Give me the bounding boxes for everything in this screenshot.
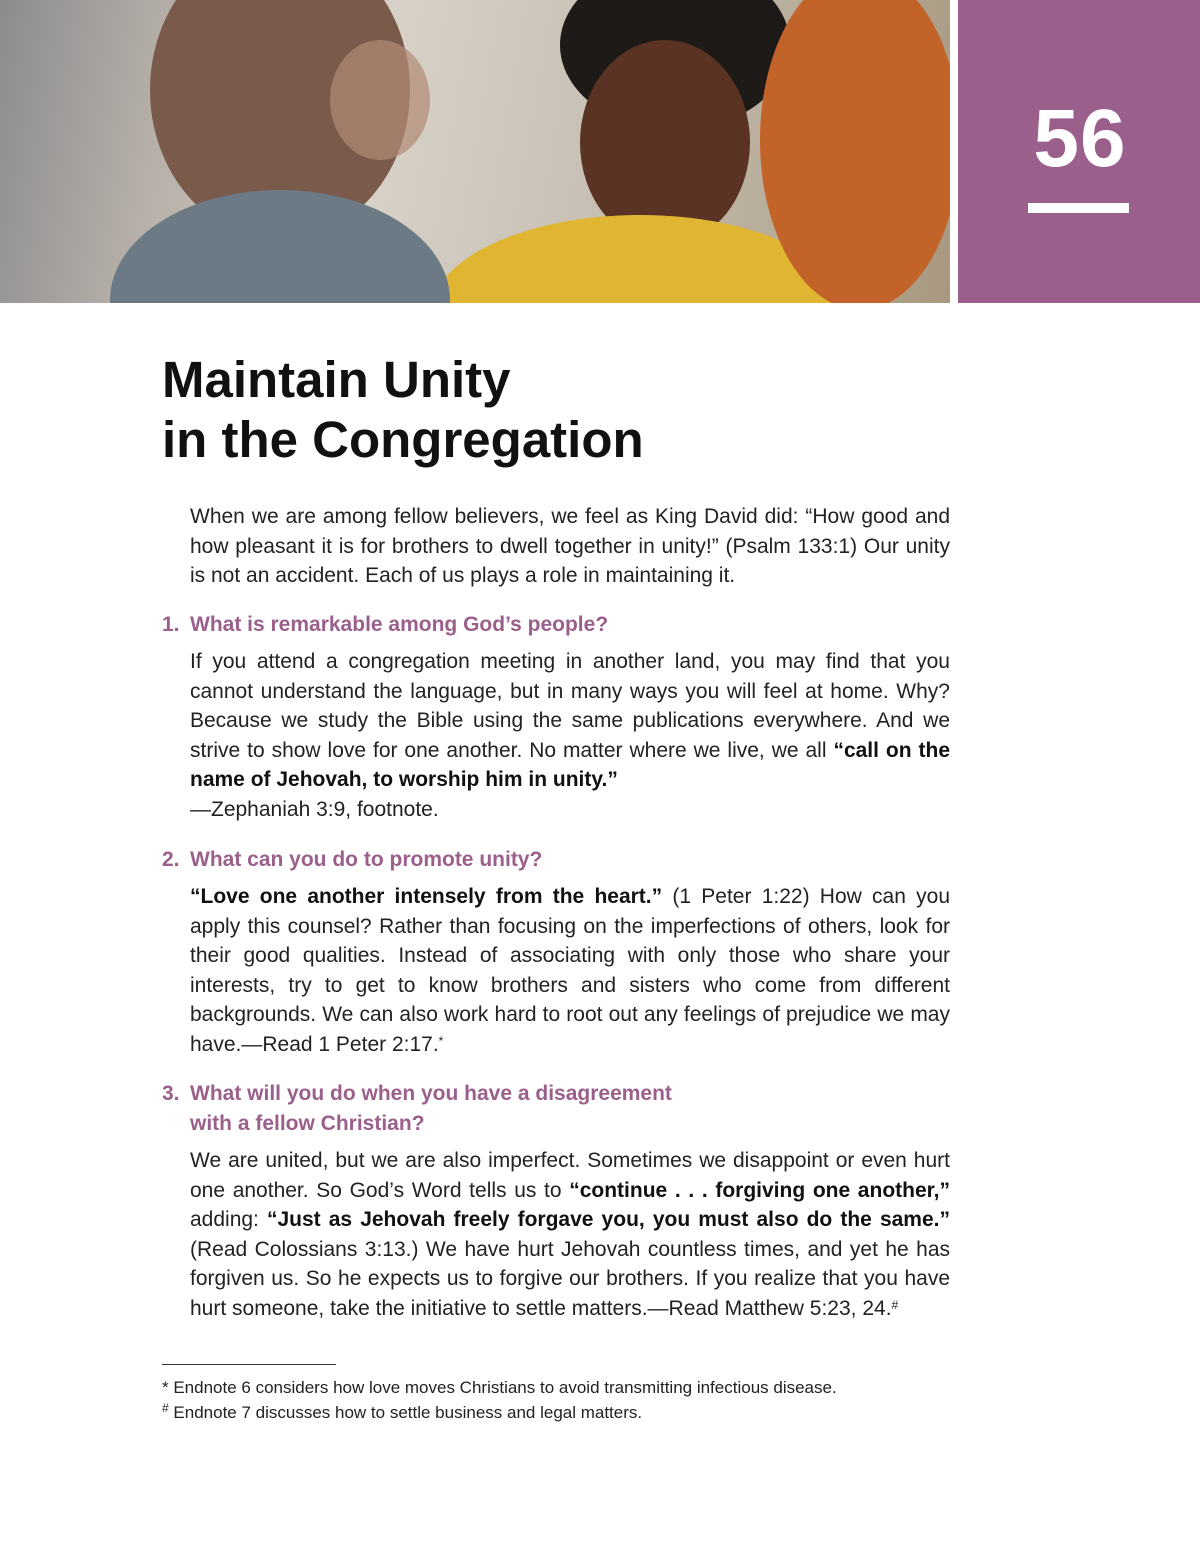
- lesson-number: 56: [1033, 93, 1127, 184]
- section-2-quote: “Love one another intensely from the heart.”: [190, 885, 663, 908]
- footnote-mark-asterisk: *: [438, 1033, 444, 1048]
- question-1-heading: [162, 610, 608, 640]
- section-3-text-c: (Read Colossians 3:13.) We have hurt Jehovah countless times, and yet he has forgiven us. So he expects us to forgive our brothers. If you realize that you have hurt someone, take the initiative to settle matters.—Read Matthew 5:23, 24.: [190, 1237, 950, 1320]
- section-3-text-a: We are united, but we are also imperfect. Sometimes we disappoint or even hurt one another. So God’s Word tells us to: [190, 1149, 950, 1202]
- page-title: [162, 350, 644, 470]
- question-3-number: 3.: [162, 1082, 180, 1105]
- photo-friend-shirt-shape: [110, 190, 450, 303]
- photo-background-face-shape: [330, 40, 430, 160]
- section-3-quote-b: “Just as Jehovah freely forgave you, you must also do the same.”: [266, 1208, 950, 1231]
- section-3-quote-a: “continue . . . forgiving one another,”: [569, 1178, 950, 1202]
- question-1-text: What is remarkable among God’s people?: [190, 613, 609, 636]
- question-3-text-line-2: with a fellow Christian?: [190, 1112, 425, 1135]
- intro-paragraph: When we are among fellow believers, we feel as King David did: “How good and how pleasant it is for brothers to dwell together in unity!” (Psalm 133:1) Our unity is not an accident. Each of us plays a role in maintaining it.: [190, 505, 950, 587]
- question-3-text-line-1: What will you do when you have a disagreement: [190, 1082, 672, 1105]
- photo-face-shape: [580, 40, 750, 245]
- title-line-2: in the Congregation: [162, 411, 644, 468]
- lesson-number-underline: [1028, 203, 1129, 213]
- header-photo: [0, 0, 950, 303]
- question-2-text: What can you do to promote unity?: [190, 848, 543, 871]
- photo-background-person-shape: [760, 0, 950, 303]
- section-1-quote: “call on the name of Jehovah, to worship him in unity.”: [190, 738, 950, 791]
- footnote-1-text: Endnote 6 considers how love moves Christians to avoid transmitting infectious disease.: [168, 1378, 837, 1397]
- section-2-paragraph: [190, 882, 950, 1059]
- footnote-1-mark: *: [162, 1378, 169, 1397]
- section-1-reference: —Zephaniah 3:9, footnote.: [190, 797, 439, 821]
- footnote-divider: [162, 1364, 336, 1365]
- footnote-mark-hash: #: [891, 1297, 899, 1312]
- section-3-text-b: adding:: [190, 1208, 267, 1231]
- question-2-number: 2.: [162, 848, 180, 871]
- question-2-heading: [162, 845, 542, 875]
- section-1-text: If you attend a congregation meeting in another land, you may find that you cannot understand the language, but in many ways you will feel at home. Why? Because we study the Bible using the same publications everywhere. And we strive to show love for one another. No matter where we live, we all: [190, 650, 950, 762]
- question-1-number: 1.: [162, 613, 180, 636]
- question-3-heading: [162, 1079, 672, 1139]
- footnote-2-text: Endnote 7 discusses how to settle business and legal matters.: [168, 1403, 643, 1422]
- footnote-2: [162, 1401, 642, 1425]
- footnote-1: [162, 1376, 837, 1400]
- title-line-1: Maintain Unity: [162, 351, 511, 408]
- section-1-paragraph: [190, 647, 950, 824]
- section-2-text: (1 Peter 1:22) How can you apply this counsel? Rather than focusing on the imperfections of others, look for their good qualities. Instead of associating with only those who share your interests, try to get to know brothers and sisters who come from different backgrounds. We can also work hard to root out any feelings of prejudice we may have.—Read 1 Peter 2:17.: [190, 885, 950, 1056]
- footnote-2-mark: #: [162, 1401, 169, 1415]
- section-3-paragraph: [190, 1146, 950, 1323]
